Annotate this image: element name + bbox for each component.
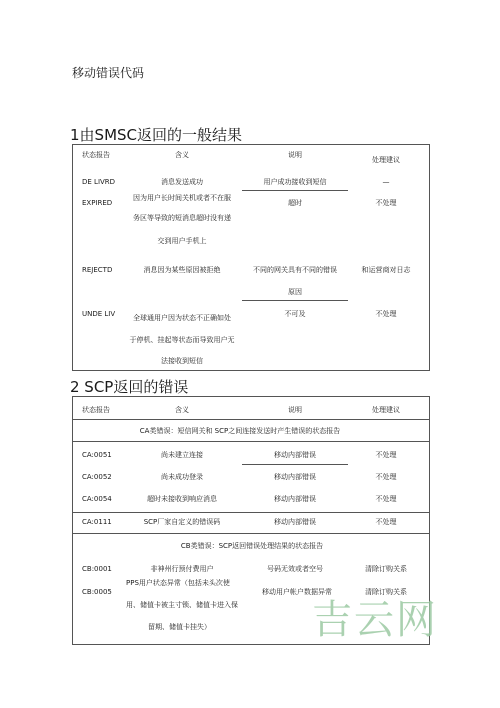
meaning-text: 超时未接收到响应消息 bbox=[147, 495, 217, 503]
status-code: CA:0054 bbox=[82, 495, 112, 503]
advice-text: 不处理 bbox=[375, 310, 397, 318]
note-text: 移动用户帐户数据异常 bbox=[262, 588, 332, 596]
status-code: CB:0005 bbox=[82, 588, 112, 596]
meaning-text: 因为用户长时间关机或者不在服 bbox=[133, 194, 231, 202]
advice-text: 不处理 bbox=[375, 495, 397, 503]
note-text: 移动内部错误 bbox=[274, 451, 316, 459]
advice-text: 不处理 bbox=[375, 518, 397, 526]
meaning-text: 消息因为某些原因被拒绝 bbox=[143, 266, 221, 274]
table-header: 处理建议 bbox=[372, 156, 400, 164]
status-code: CB:0001 bbox=[82, 565, 112, 573]
note-text: 号码无效或者空号 bbox=[267, 565, 323, 573]
section2-heading: 2 SCP返回的错误 bbox=[70, 378, 189, 396]
advice-text: 清除订购关系 bbox=[365, 565, 407, 573]
status-code: UNDE LIV bbox=[82, 310, 116, 318]
meaning-text: 消息发送成功 bbox=[161, 178, 203, 186]
meaning-text: 务区等导致的短消息超时没有递 bbox=[133, 214, 231, 222]
status-code: EXPIRED bbox=[82, 199, 113, 207]
document-title: 移动错误代码 bbox=[72, 66, 145, 80]
table-border-top bbox=[72, 144, 430, 145]
cb-group-title: CB类错误：SCP返回错误处理结果的状态报告 bbox=[180, 542, 324, 550]
meaning-text: 于停机、挂起等状态而导致用户无 bbox=[129, 336, 235, 344]
row-divider bbox=[72, 512, 430, 513]
table-border-top bbox=[72, 396, 430, 397]
table-border-bottom bbox=[72, 370, 430, 371]
status-code: CA:0051 bbox=[82, 451, 112, 459]
table-header: 含义 bbox=[175, 151, 189, 159]
row-divider bbox=[72, 441, 430, 442]
note-text: 不同的网关具有不同的错误 bbox=[253, 266, 337, 274]
table-header: 状态报告 bbox=[82, 406, 110, 414]
table-border-right bbox=[429, 144, 430, 370]
advice-text: — bbox=[382, 178, 390, 186]
row-divider bbox=[242, 464, 348, 465]
meaning-text: 法接收到短信 bbox=[161, 357, 203, 365]
status-code: CA:0111 bbox=[82, 518, 112, 526]
table-header: 说明 bbox=[288, 151, 302, 159]
status-code: DE LIVRD bbox=[82, 178, 116, 186]
meaning-text: 留期、储值卡挂失） bbox=[148, 623, 211, 631]
row-divider bbox=[242, 300, 348, 301]
note-text: 原因 bbox=[288, 288, 302, 296]
table-header: 含义 bbox=[175, 406, 189, 414]
row-divider bbox=[72, 419, 430, 420]
advice-text: 不处理 bbox=[375, 199, 397, 207]
status-code: REJECTD bbox=[82, 266, 113, 274]
section1-heading: 1由SMSC返回的一般结果 bbox=[70, 126, 243, 144]
table-header: 说明 bbox=[288, 406, 302, 414]
note-text: 用户成功接收到短信 bbox=[263, 178, 327, 186]
meaning-text: 非神州行预付费用户 bbox=[150, 565, 214, 573]
meaning-text: 全球通用户因为状态不正确如处 bbox=[133, 314, 231, 322]
note-text: 移动内部错误 bbox=[274, 495, 316, 503]
meaning-text: 尚未成功登录 bbox=[161, 473, 203, 481]
advice-text: 不处理 bbox=[375, 473, 397, 481]
table-border-left bbox=[72, 396, 73, 644]
watermark-logo: 吉云网 bbox=[312, 597, 438, 643]
note-text: 移动内部错误 bbox=[274, 473, 316, 481]
table-header: 状态报告 bbox=[82, 151, 110, 159]
meaning-text: SCP厂家自定义的错误码 bbox=[143, 518, 221, 526]
ca-group-title: CA类错误：短信网关和 SCP之间连接发送时产生错误的状态报告 bbox=[139, 427, 341, 435]
advice-text: 清除订购关系 bbox=[365, 588, 407, 596]
note-text: 超时 bbox=[288, 199, 302, 207]
row-divider bbox=[242, 190, 348, 191]
note-text: 不可及 bbox=[284, 310, 306, 318]
meaning-text: 用、储值卡被主寸锁、储值卡进入保 bbox=[126, 601, 238, 609]
row-divider bbox=[72, 533, 430, 534]
advice-text: 不处理 bbox=[375, 451, 397, 459]
table-header: 处理建议 bbox=[372, 406, 400, 414]
meaning-text: PPS用户状态异常（包括未头次使 bbox=[126, 579, 230, 587]
advice-text: 和运营商对日志 bbox=[361, 266, 411, 274]
note-text: 移动内部错误 bbox=[274, 518, 316, 526]
meaning-text: 交到用户手机上 bbox=[157, 237, 207, 245]
meaning-text: 尚未建立连接 bbox=[161, 451, 203, 459]
status-code: CA:0052 bbox=[82, 473, 112, 481]
table-border-left bbox=[72, 144, 73, 370]
